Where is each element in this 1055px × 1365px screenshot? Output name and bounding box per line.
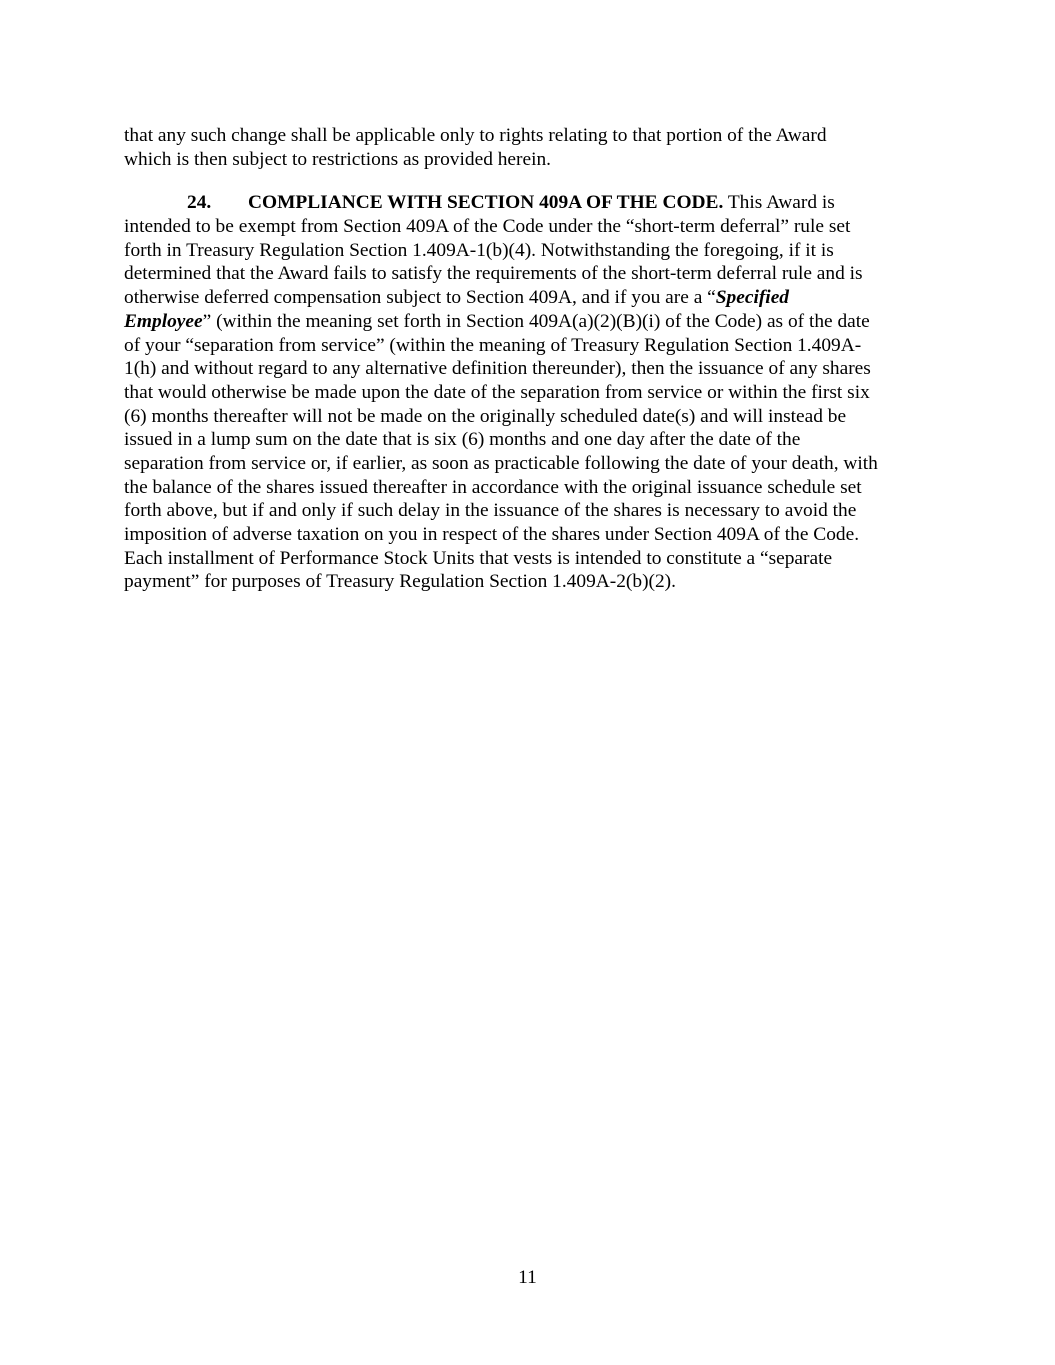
section-text: ” (within the meaning set forth in Section 409A(a)(2)(B)(i) of the Code) as of the date	[202, 310, 870, 332]
paragraph-gap	[124, 171, 934, 191]
page-number: 11	[518, 1267, 537, 1288]
text-line	[124, 310, 934, 334]
text-line	[124, 191, 934, 215]
text-line: intended to be exempt from Section 409A of the Code under the “short-term deferral” rule set	[124, 216, 851, 238]
section-24-paragraph	[124, 191, 934, 594]
document-body	[124, 124, 934, 594]
text-line: payment” for purposes of Treasury Regulation Section 1.409A-2(b)(2).	[124, 571, 676, 593]
section-text: This Award is	[723, 192, 835, 214]
text-line: Each installment of Performance Stock Units that vests is intended to constitute a “separate	[124, 547, 833, 569]
text-line: determined that the Award fails to satisfy the requirements of the short-term deferral rule and is	[124, 263, 863, 285]
text-line: issued in a lump sum on the date that is six (6) months and one day after the date of the	[124, 429, 801, 451]
text-line: (6) months thereafter will not be made on the originally scheduled date(s) and will instead be	[124, 405, 847, 427]
defined-term: Specified	[715, 287, 789, 309]
text-line: forth in Treasury Regulation Section 1.409A-1(b)(4). Notwithstanding the foregoing, if it is	[124, 239, 834, 261]
section-number: 24.	[187, 192, 212, 214]
text-line: forth above, but if and only if such delay in the issuance of the shares is necessary to avoid the	[124, 500, 857, 522]
text-line	[124, 286, 934, 310]
text-line: the balance of the shares issued thereafter in accordance with the original issuance schedule set	[124, 476, 862, 498]
text-line: that any such change shall be applicable only to rights relating to that portion of the Award	[124, 125, 827, 146]
text-line: imposition of adverse taxation on you in respect of the shares under Section 409A of the Code.	[124, 524, 860, 545]
text-line: separation from service or, if earlier, as soon as practicable following the date of your death, with	[124, 452, 878, 474]
section-heading: COMPLIANCE WITH SECTION 409A OF THE CODE.	[248, 192, 724, 214]
section-text: otherwise deferred compensation subject to Section 409A, and if you are a “	[124, 287, 716, 309]
text-line: 1(h) and without regard to any alternative definition thereunder), then the issuance of any shares	[124, 358, 871, 380]
text-line: which is then subject to restrictions as provided herein.	[124, 148, 552, 170]
defined-term: Employee	[124, 310, 203, 332]
text-line: of your “separation from service” (within the meaning of Treasury Regulation Section 1.409A-	[124, 334, 862, 356]
continuation-paragraph	[124, 124, 934, 171]
text-line: that would otherwise be made upon the date of the separation from service or within the first six	[124, 381, 870, 403]
